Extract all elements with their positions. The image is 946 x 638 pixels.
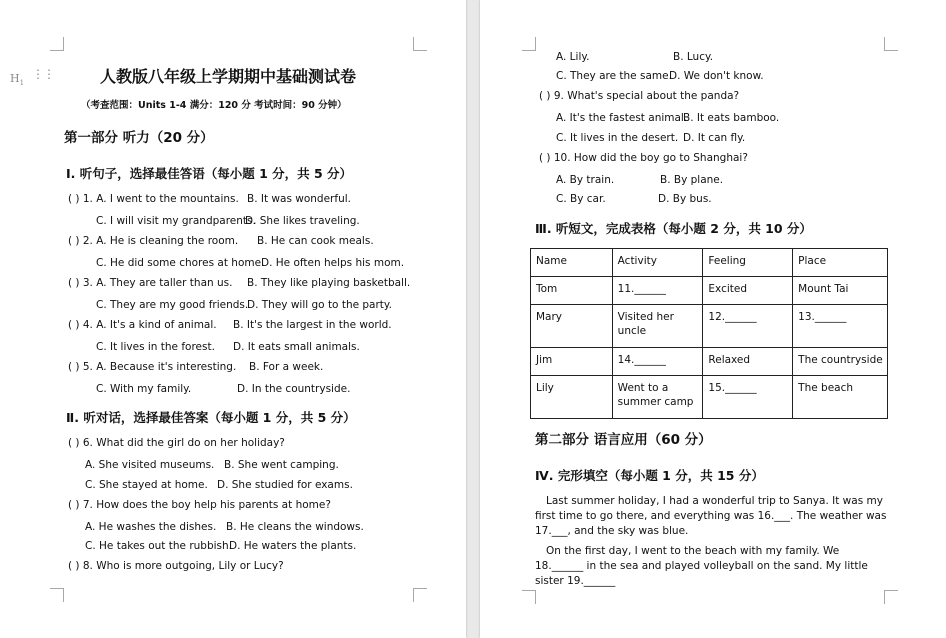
- question-6-option-b: B. She went camping.: [224, 459, 339, 471]
- section2-heading: Ⅱ. 听对话，选择最佳答案（每小题 1 分，共 5 分）: [66, 410, 356, 425]
- question-10-option-a: A. By train.: [556, 174, 615, 186]
- cloze-paragraph-2: On the first day, I went to the beach with my family. We 18.______ in the sea and played volleyball on the sand. My little sister 19.______: [535, 545, 868, 587]
- page-subtitle: （考查范围：Units 1-4 满分：120 分 考试时间：90 分钟）: [81, 100, 347, 111]
- question-2-option-b: B. He can cook meals.: [257, 235, 374, 247]
- question-4-stem: ( ) 4. A. It's a kind of animal.: [68, 319, 217, 331]
- question-8-option-b: B. Lucy.: [673, 51, 714, 63]
- question-10-option-c: C. By car.: [556, 193, 606, 205]
- question-4-option-d: D. It eats small animals.: [233, 341, 360, 353]
- table-cell: Jim: [531, 348, 613, 376]
- crop-mark: [884, 590, 898, 604]
- table-cell: 14.______: [612, 348, 703, 376]
- question-3-option-d: D. They will go to the party.: [247, 299, 392, 311]
- table-cell: 12.______: [703, 305, 793, 348]
- table-cell: 11.______: [612, 277, 703, 305]
- question-8-stem: ( ) 8. Who is more outgoing, Lily or Lucy?: [68, 560, 284, 572]
- document-page-right: [480, 0, 946, 638]
- document-page-left: [0, 0, 466, 638]
- table-cell: Mary: [531, 305, 613, 348]
- part2-heading: 第二部分 语言应用（60 分）: [535, 432, 712, 448]
- question-10-option-b: B. By plane.: [660, 174, 724, 186]
- section3-heading: Ⅲ. 听短文，完成表格（每小题 2 分，共 10 分）: [535, 221, 812, 236]
- question-6-option-c: C. She stayed at home.: [85, 479, 208, 491]
- question-3-option-b: B. They like playing basketball.: [247, 277, 411, 289]
- table-cell: 15.______: [703, 376, 793, 419]
- table-cell: Relaxed: [703, 348, 793, 376]
- table-row: [531, 376, 888, 419]
- question-2-stem: ( ) 2. A. He is cleaning the room.: [68, 235, 239, 247]
- table-row: [531, 348, 888, 376]
- table-header-cell: Feeling: [703, 249, 793, 277]
- table-header-cell: Place: [793, 249, 888, 277]
- table-header-cell: Activity: [612, 249, 703, 277]
- question-6-option-d: D. She studied for exams.: [217, 479, 353, 491]
- question-2-option-d: D. He often helps his mom.: [261, 257, 405, 269]
- question-3-option-c: C. They are my good friends.: [96, 299, 249, 311]
- question-2-option-c: C. He did some chores at home.: [96, 257, 265, 269]
- table-header-row: [531, 249, 888, 277]
- table-cell: Tom: [531, 277, 613, 305]
- question-1-option-c: C. I will visit my grandparents.: [96, 215, 256, 227]
- section1-heading: Ⅰ. 听句子，选择最佳答语（每小题 1 分，共 5 分）: [66, 166, 353, 181]
- question-7-option-d: D. He waters the plants.: [229, 540, 357, 552]
- crop-mark: [50, 37, 64, 51]
- table-row: [531, 277, 888, 305]
- cloze-paragraph-1: Last summer holiday, I had a wonderful trip to Sanya. It was my first time to go there, and everything was 16.___. The weather was 17.___, and the sky was blue.: [535, 495, 887, 537]
- table-cell: Went to a summer camp: [612, 376, 703, 419]
- drag-handle-icon[interactable]: ⋮⋮: [32, 67, 54, 81]
- table-row: [531, 305, 888, 348]
- table-cell: 13.______: [793, 305, 888, 348]
- section4-heading: Ⅳ. 完形填空（每小题 1 分，共 15 分）: [535, 468, 764, 483]
- question-10-stem: ( ) 10. How did the boy go to Shanghai?: [539, 152, 748, 164]
- question-8-option-d: D. We don't know.: [669, 70, 764, 82]
- crop-mark: [413, 588, 427, 602]
- question-7-stem: ( ) 7. How does the boy help his parents at home?: [68, 499, 331, 511]
- question-5-option-c: C. With my family.: [96, 383, 192, 395]
- question-6-stem: ( ) 6. What did the girl do on her holiday?: [68, 437, 285, 449]
- table-cell: Mount Tai: [793, 277, 888, 305]
- part1-heading: 第一部分 听力（20 分）: [64, 130, 214, 146]
- question-9-option-b: B. It eats bamboo.: [683, 112, 780, 124]
- crop-mark: [522, 590, 536, 604]
- question-6-option-a: A. She visited museums.: [85, 459, 215, 471]
- page-title: 人教版八年级上学期期中基础测试卷: [100, 67, 357, 86]
- table-cell: The beach: [793, 376, 888, 419]
- heading-style-icon[interactable]: $H_1$: [10, 72, 25, 88]
- crop-mark: [50, 588, 64, 602]
- listening-table: [530, 248, 888, 419]
- question-7-option-b: B. He cleans the windows.: [226, 521, 364, 533]
- question-8-option-a: A. Lily.: [556, 51, 590, 63]
- question-5-stem: ( ) 5. A. Because it's interesting.: [68, 361, 237, 373]
- crop-mark: [413, 37, 427, 51]
- table-cell: The countryside: [793, 348, 888, 376]
- question-8-option-c: C. They are the same.: [556, 70, 672, 82]
- question-1-stem: ( ) 1. A. I went to the mountains.: [68, 193, 239, 205]
- question-9-stem: ( ) 9. What's special about the panda?: [539, 90, 740, 102]
- table-cell: Lily: [531, 376, 613, 419]
- table-cell: Visited her uncle: [612, 305, 703, 348]
- question-5-option-d: D. In the countryside.: [237, 383, 351, 395]
- table-header-cell: Name: [531, 249, 613, 277]
- question-1-option-b: B. It was wonderful.: [247, 193, 351, 205]
- question-4-option-b: B. It's the largest in the world.: [233, 319, 392, 331]
- question-5-option-b: B. For a week.: [249, 361, 324, 373]
- table-cell: Excited: [703, 277, 793, 305]
- question-7-option-c: C. He takes out the rubbish.: [85, 540, 233, 552]
- question-4-option-c: C. It lives in the forest.: [96, 341, 215, 353]
- crop-mark: [884, 37, 898, 51]
- question-10-option-d: D. By bus.: [658, 193, 712, 205]
- question-1-option-d: D. She likes traveling.: [245, 215, 360, 227]
- question-9-option-c: C. It lives in the desert.: [556, 132, 679, 144]
- question-9-option-a: A. It's the fastest animal.: [556, 112, 688, 124]
- question-3-stem: ( ) 3. A. They are taller than us.: [68, 277, 233, 289]
- question-9-option-d: D. It can fly.: [683, 132, 746, 144]
- crop-mark: [522, 37, 536, 51]
- question-7-option-a: A. He washes the dishes.: [85, 521, 217, 533]
